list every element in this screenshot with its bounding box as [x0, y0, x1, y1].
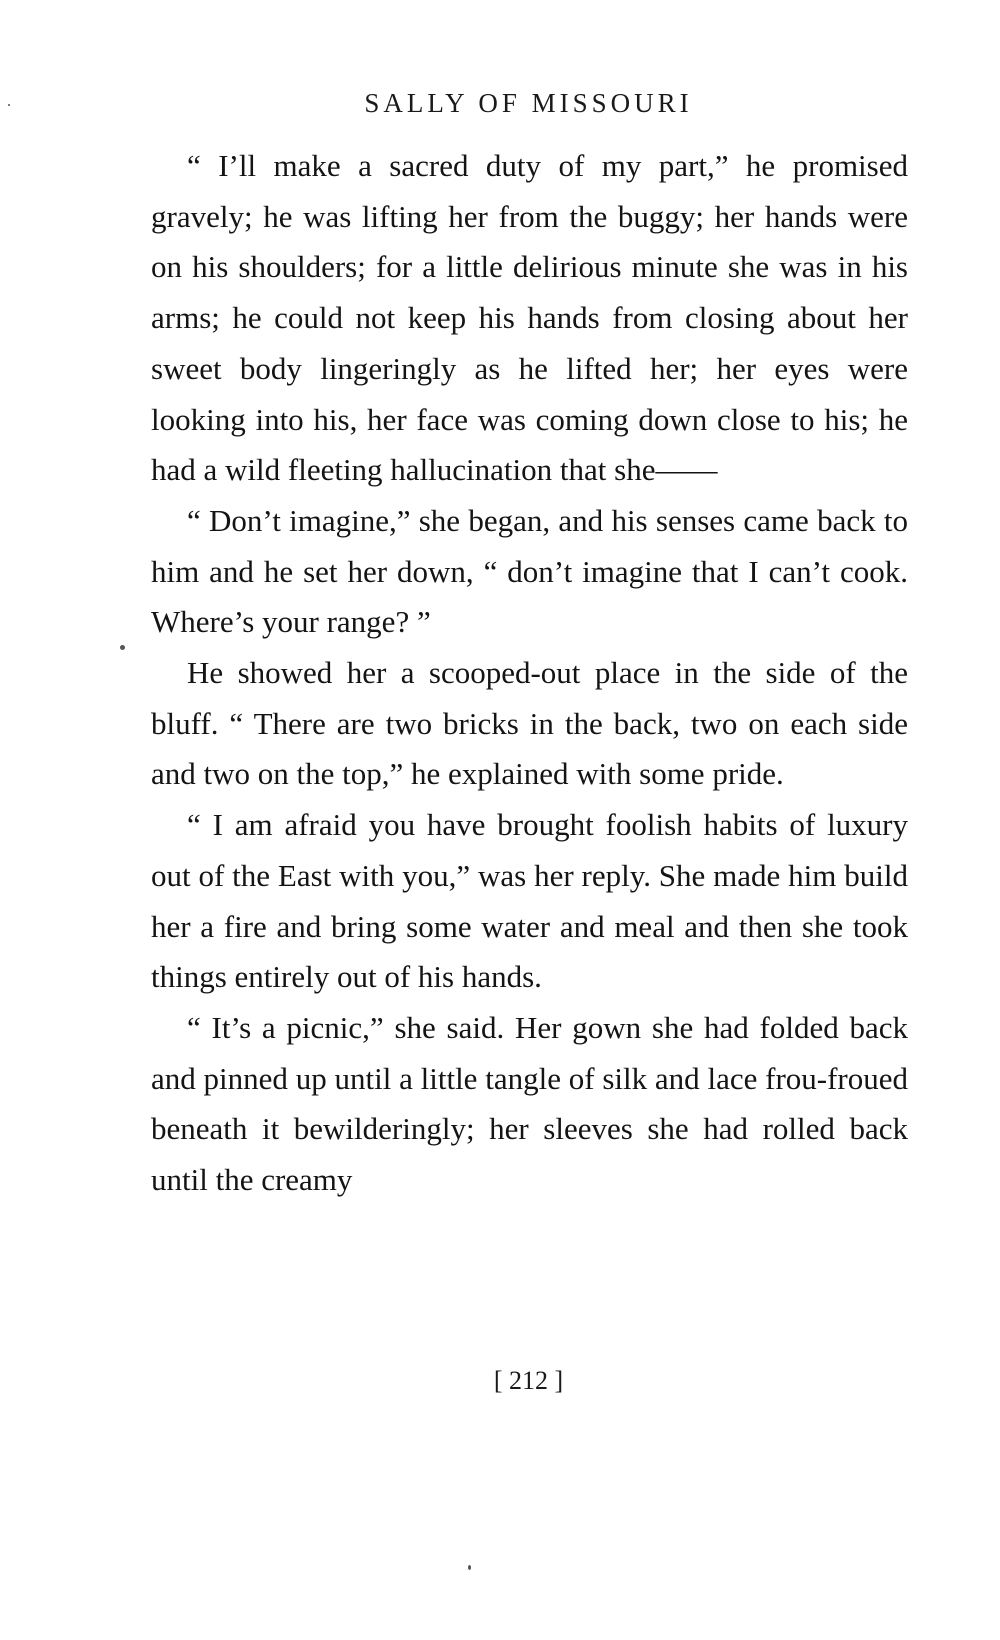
paragraph-2: “ Don’t imagine,” she began, and his senses came back to him and he set her down, “ don’t imagine that I can’t cook. Where’s your range? ” — [151, 502, 908, 640]
scan-speck — [120, 645, 125, 650]
scan-speck — [8, 104, 10, 106]
paragraph-4: “ I am afraid you have brought foolish habits of luxury out of the East with you,” was her reply. She made him build her a fire and bring some water and meal and then she took things entirely out of his hands. — [151, 807, 908, 995]
page-number: [ 212 ] — [493, 1366, 564, 1395]
paragraph-3: He showed her a scooped-out place in the side of the bluff. “ There are two bricks in the back, two on each side and two on the top,” he explained with some pride. — [151, 655, 908, 792]
running-head: SALLY OF MISSOURI — [364, 88, 693, 118]
body-text — [151, 141, 908, 1206]
paragraph-5: “ It’s a picnic,” she said. Her gown she had folded back and pinned up until a little tangle of silk and lace frou-froued beneath it bewilderingly; her sleeves she had rolled back until the creamy — [151, 1009, 908, 1198]
scan-speck — [468, 1565, 471, 1570]
paragraph-1: “ I’ll make a sacred duty of my part,” he promised gravely; he was lifting her from the buggy; her hands were on his shoulders; for a little delirious minute she was in his arms; he could not keep his hands from closing about her sweet body lingeringly as he lifted her; her eyes were looking into his, her face was coming down close to his; he had a wild fleeting hallucination that she—— — [151, 148, 908, 488]
